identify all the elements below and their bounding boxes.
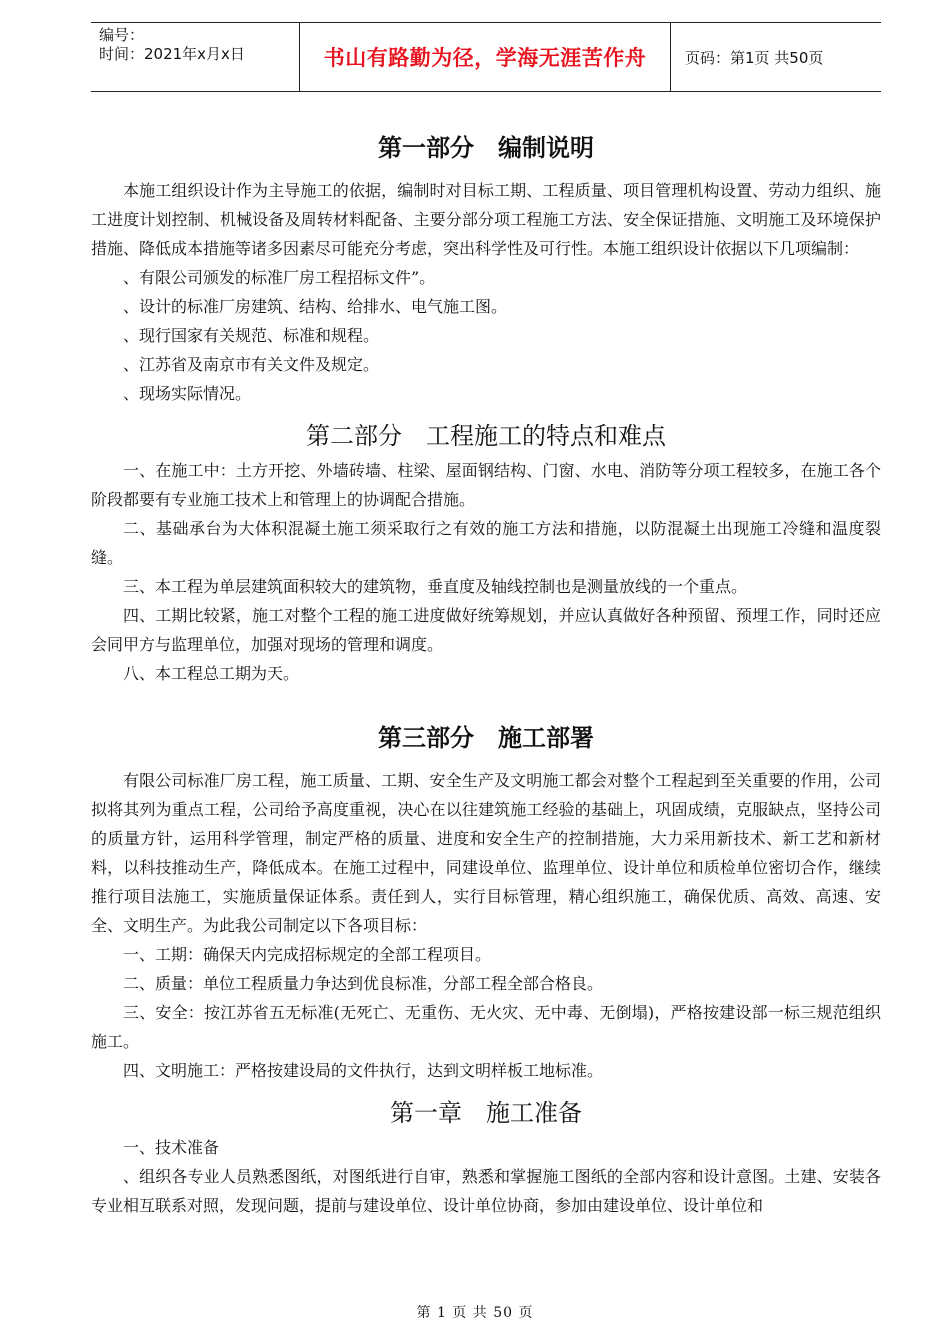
paragraph: 二、基础承台为大体积混凝土施工须采取行之有效的施工方法和措施，以防混凝土出现施工冷缝和温度裂缝。: [91, 519, 881, 567]
header-meta: [91, 23, 299, 91]
paragraph: 一、在施工中：土方开挖、外墙砖墙、柱梁、屋面钢结构、门窗、水电、消防等分项工程较多，在施工各个阶段都要有专业施工技术上和管理上的协调配合措施。: [91, 461, 881, 509]
page-footer: 第 1 页 共 50 页: [416, 1305, 534, 1321]
paragraph: 、现场实际情况。: [123, 384, 252, 403]
paragraph: 四、文明施工：严格按建设局的文件执行，达到文明样板工地标准。: [123, 1061, 604, 1080]
page-header: [91, 22, 881, 92]
paragraph: 、江苏省及南京市有关文件及规定。: [123, 355, 380, 374]
section-title-part3: 第三部分 施工部署: [378, 724, 594, 752]
paragraph: 、组织各专业人员熟悉图纸，对图纸进行自审，熟悉和掌握施工图纸的全部内容和设计意图。土建、安装各专业相互联系对照，发现问题，提前与建设单位、设计单位协商，参加由建设单位、设计单位和: [91, 1167, 881, 1215]
header-page-info: 页码：第1页 共50页: [685, 48, 824, 67]
section-title-part2: 第二部分 工程施工的特点和难点: [306, 422, 666, 450]
paragraph: 三、本工程为单层建筑面积较大的建筑物，垂直度及轴线控制也是测量放线的一个重点。: [123, 577, 748, 596]
paragraph: 有限公司标准厂房工程，施工质量、工期、安全生产及文明施工都会对整个工程起到至关重要的作用，公司拟将其列为重点工程，公司给予高度重视，决心在以往建筑施工经验的基础上，巩固成绩，克服缺点，坚持公司的质量方针，运用科学管理，制定严格的质量、进度和安全生产的控制措施，大力采用新技术、新工艺和新材料，以科技推动生产，降低成本。在施工过程中，同建设单位、监理单位、设计单位和质检单位密切合作，继续推行项目法施工，实施质量保证体系。责任到人，实行目标管理，精心组织施工，确保优质、高效、高速、安全、文明生产。为此我公司制定以下各项目标：: [91, 771, 881, 935]
header-motto: 书山有路勤为径，学海无涯苦作舟: [299, 23, 671, 91]
paragraph: 本施工组织设计作为主导施工的依据，编制时对目标工期、工程质量、项目管理机构设置、劳动力组织、施工进度计划控制、机械设备及周转材料配备、主要分部分项工程施工方法、安全保证措施、文明施工及环境保护措施、降低成本措施等诸多因素尽可能充分考虑，突出科学性及可行性。本施工组织设计依据以下几项编制：: [91, 181, 881, 258]
chapter-title-1: 第一章 施工准备: [390, 1099, 582, 1127]
paragraph: 八、本工程总工期为天。: [123, 664, 300, 683]
paragraph: 二、质量：单位工程质量力争达到优良标准，分部工程全部合格良。: [123, 974, 604, 993]
paragraph: 、现行国家有关规范、标准和规程。: [123, 326, 380, 345]
paragraph: 、有限公司颁发的标准厂房工程招标文件”。: [123, 268, 436, 287]
paragraph: 、设计的标准厂房建筑、结构、给排水、电气施工图。: [123, 297, 508, 316]
document-time-label: 时间：2021年x月x日: [99, 45, 245, 63]
paragraph: 一、工期：确保天内完成招标规定的全部工程项目。: [123, 945, 492, 964]
section-title-part1: 第一部分 编制说明: [378, 134, 594, 162]
document-number-label: 编号：: [99, 26, 145, 44]
document-body: [91, 128, 881, 1220]
paragraph: 一、技术准备: [123, 1138, 220, 1157]
paragraph: 三、安全：按江苏省五无标准(无死亡、无重伤、无火灾、无中毒、无倒塌)，严格按建设部一标三规范组织施工。: [91, 1003, 881, 1051]
paragraph: 四、工期比较紧，施工对整个工程的施工进度做好统筹规划，并应认真做好各种预留、预埋工作，同时还应会同甲方与监理单位，加强对现场的管理和调度。: [91, 606, 881, 654]
